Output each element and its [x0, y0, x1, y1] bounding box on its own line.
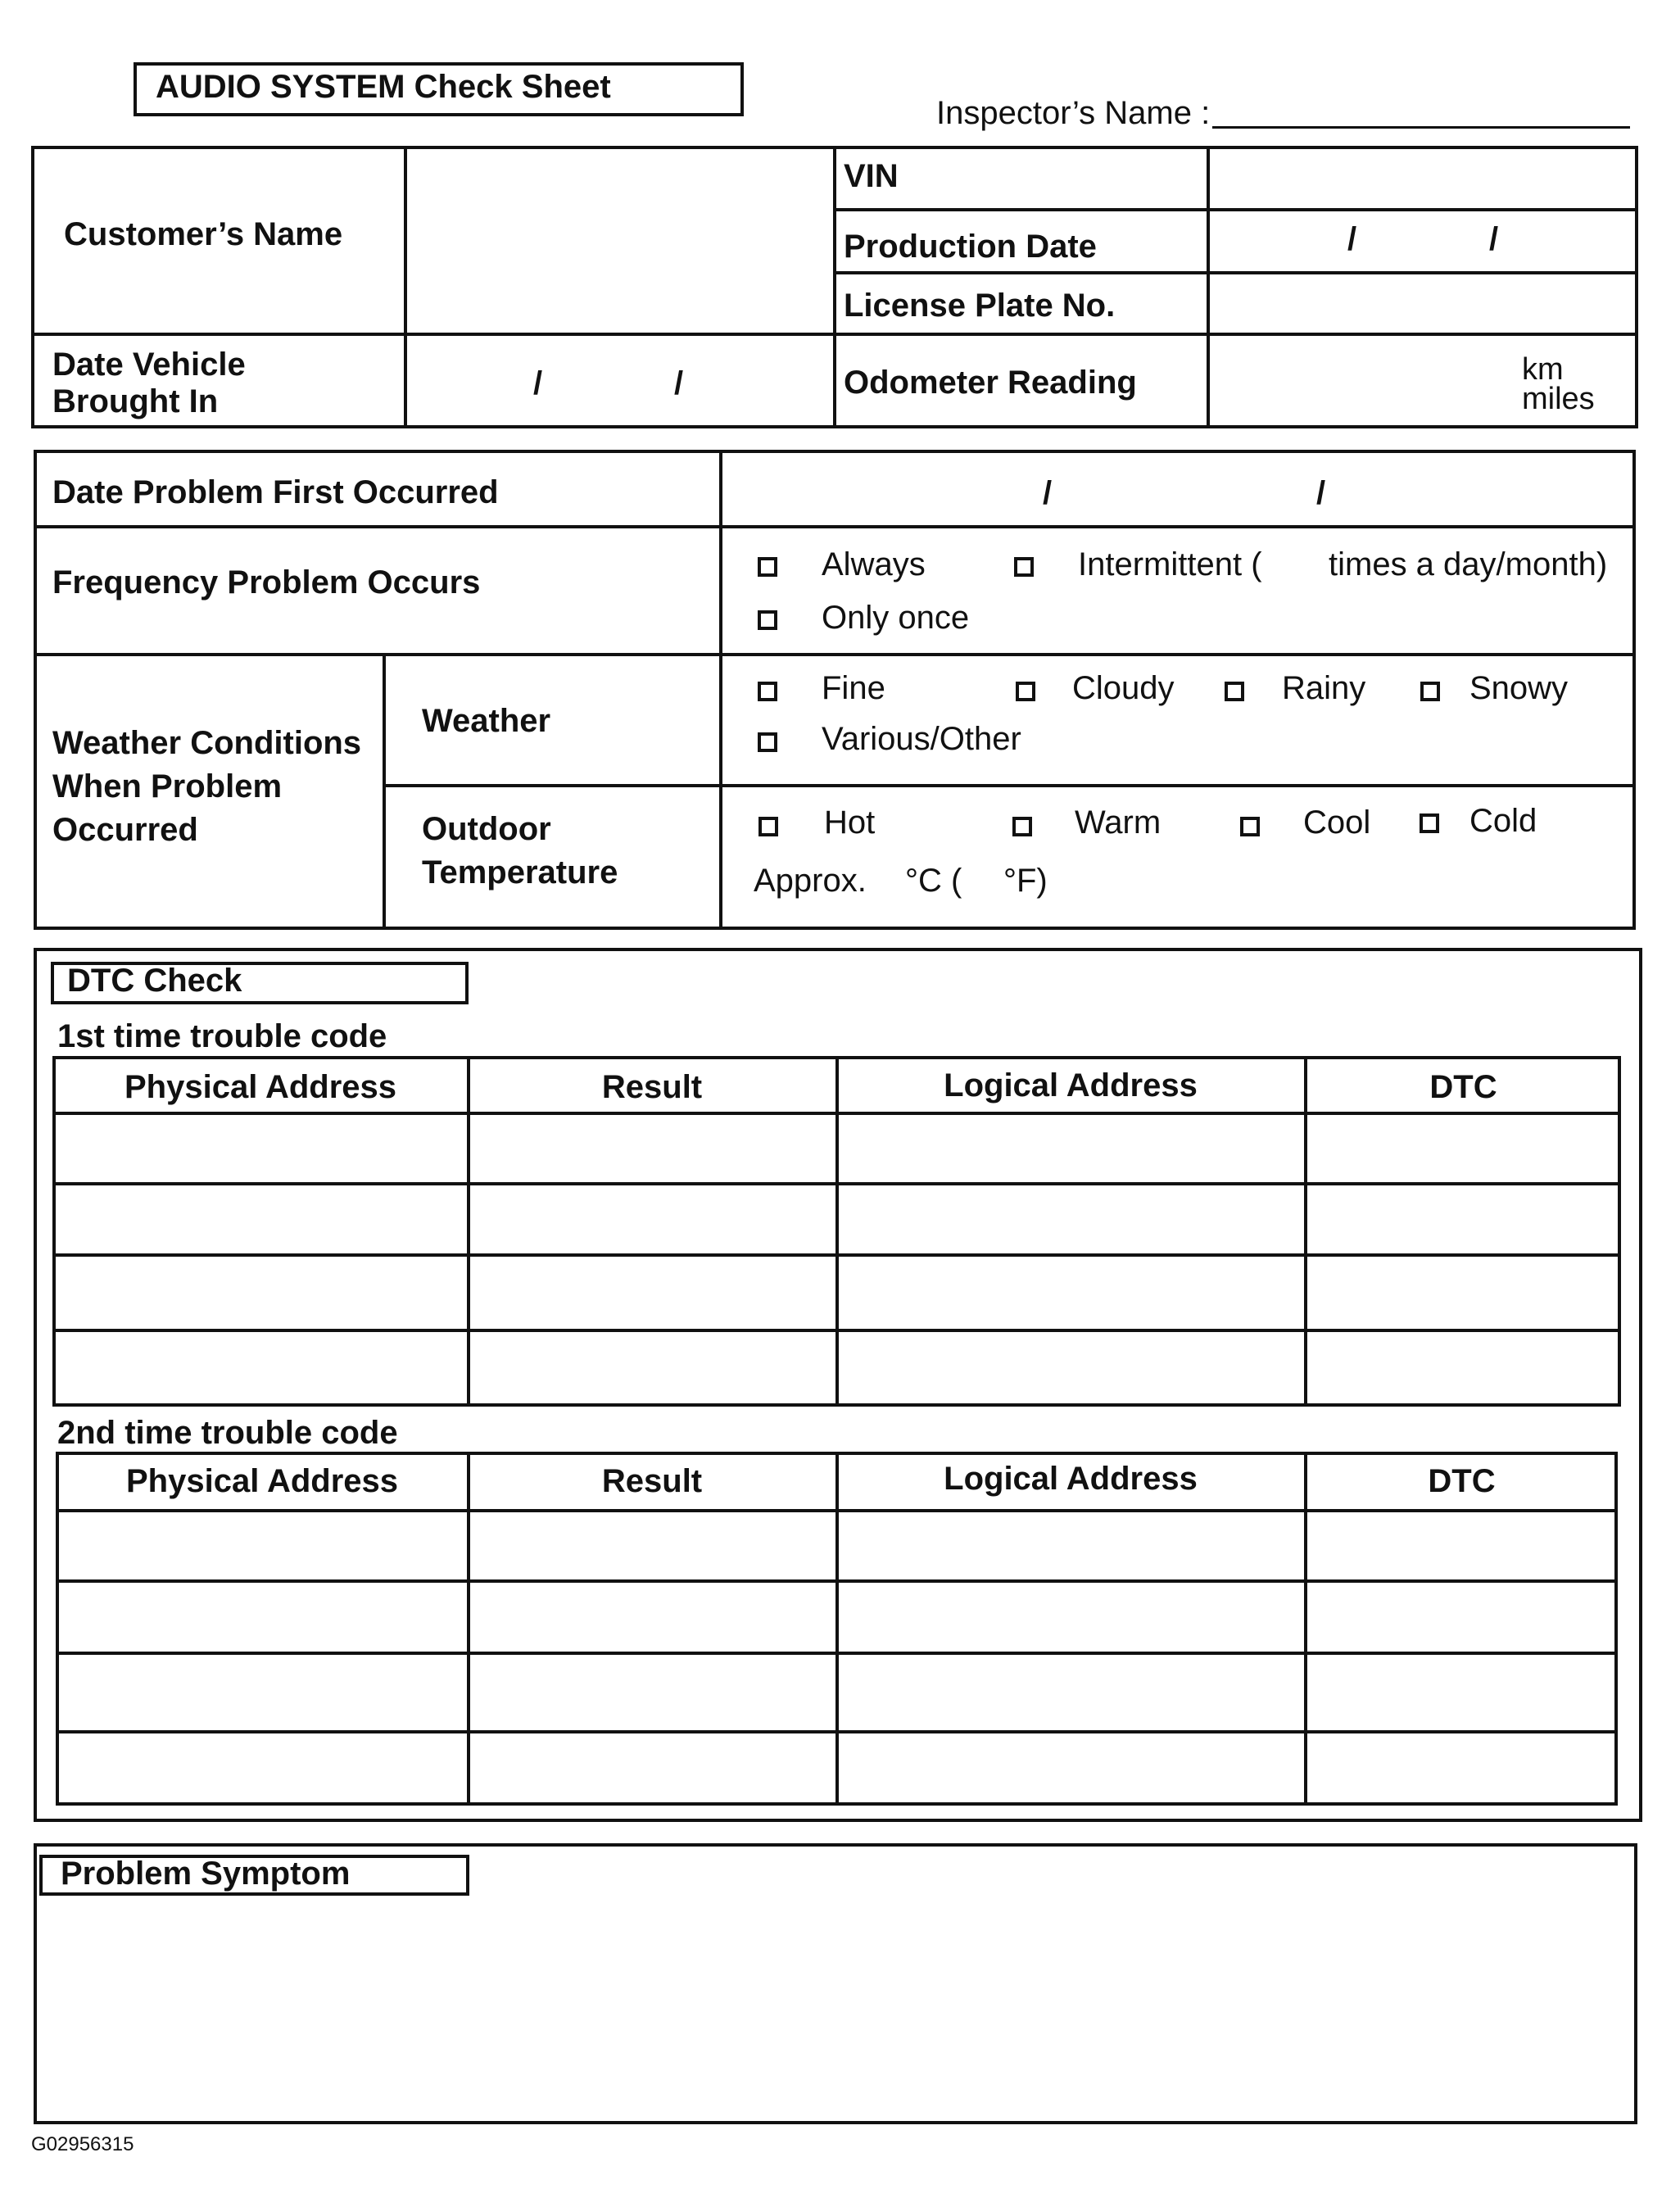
second-header-logical-address: Logical Address: [944, 1461, 1198, 1497]
weather-conditions-label-line3: Occurred: [52, 812, 198, 848]
divider: [833, 208, 1638, 211]
customer-name-field[interactable]: [407, 149, 830, 331]
intermittent-option-label: Intermittent (: [1078, 546, 1262, 582]
times-per-period-label: times a day/month): [1329, 546, 1608, 582]
divider: [835, 1452, 839, 1806]
cloudy-option-label: Cloudy: [1072, 670, 1175, 706]
date-first-occurred-label: Date Problem First Occurred: [52, 474, 499, 510]
first-header-dtc: DTC: [1429, 1069, 1497, 1105]
divider: [34, 525, 1636, 528]
intermittent-checkbox[interactable]: [1014, 557, 1034, 577]
cold-option-label: Cold: [1469, 803, 1537, 839]
inspector-name-label: Inspector’s Name :: [936, 95, 1211, 131]
date-first-occurred-slash-1: /: [1043, 475, 1053, 511]
divider: [34, 653, 1636, 656]
hot-option-label: Hot: [824, 804, 876, 841]
snowy-option-label: Snowy: [1469, 670, 1569, 706]
date-brought-in-label-line1: Date Vehicle: [52, 347, 246, 383]
license-plate-label: License Plate No.: [844, 288, 1116, 324]
deg-c-label: °C (: [905, 863, 962, 899]
warm-checkbox[interactable]: [1012, 817, 1032, 836]
cool-option-label: Cool: [1303, 804, 1371, 841]
date-brought-in-label-line2: Brought In: [52, 383, 219, 419]
hot-checkbox[interactable]: [758, 817, 778, 836]
second-header-physical-address: Physical Address: [125, 1463, 398, 1499]
vin-field[interactable]: [1210, 149, 1635, 206]
production-date-slash-1: /: [1347, 221, 1357, 257]
license-plate-field[interactable]: [1210, 274, 1635, 332]
cold-checkbox[interactable]: [1420, 813, 1439, 833]
approx-label: Approx.: [754, 863, 867, 899]
divider: [1304, 1056, 1307, 1407]
various-other-option-label: Various/Other: [822, 721, 1021, 757]
outdoor-temp-label-line2: Temperature: [422, 854, 618, 891]
divider: [383, 784, 1636, 787]
divider: [467, 1056, 470, 1407]
always-checkbox[interactable]: [758, 557, 777, 577]
divider: [835, 1056, 839, 1407]
snowy-checkbox[interactable]: [1420, 682, 1440, 701]
always-option-label: Always: [822, 546, 926, 582]
frequency-label: Frequency Problem Occurs: [52, 564, 481, 600]
problem-symptom-title: Problem Symptom: [61, 1856, 351, 1892]
first-header-result: Result: [601, 1069, 703, 1105]
date-first-occurred-slash-2: /: [1316, 475, 1326, 511]
date-brought-in-slash-2: /: [674, 365, 684, 401]
cool-checkbox[interactable]: [1240, 817, 1260, 836]
production-date-slash-2: /: [1489, 221, 1499, 257]
sheet-title: AUDIO SYSTEM Check Sheet: [156, 69, 611, 105]
inspector-name-field[interactable]: [1212, 126, 1630, 129]
first-header-physical-address: Physical Address: [124, 1069, 396, 1105]
odometer-unit-km: km: [1522, 352, 1564, 387]
divider: [1304, 1452, 1307, 1806]
only-once-checkbox[interactable]: [758, 610, 777, 630]
fine-checkbox[interactable]: [758, 682, 777, 701]
rainy-option-label: Rainy: [1282, 670, 1366, 706]
various-other-checkbox[interactable]: [758, 732, 777, 752]
deg-f-label: °F): [1003, 863, 1048, 899]
customer-name-label: Customer’s Name: [64, 216, 343, 252]
divider: [383, 653, 386, 930]
first-header-logical-address: Logical Address: [944, 1067, 1198, 1104]
weather-conditions-label-line1: Weather Conditions: [52, 725, 362, 761]
odometer-label: Odometer Reading: [844, 365, 1137, 401]
only-once-option-label: Only once: [822, 600, 970, 636]
warm-option-label: Warm: [1075, 804, 1162, 841]
dtc-check-title: DTC Check: [67, 963, 242, 999]
fine-option-label: Fine: [822, 670, 885, 706]
divider: [467, 1452, 470, 1806]
divider: [833, 146, 836, 428]
divider: [719, 450, 722, 930]
cloudy-checkbox[interactable]: [1016, 682, 1035, 701]
second-header-result: Result: [601, 1463, 703, 1499]
second-trouble-code-label: 2nd time trouble code: [57, 1415, 398, 1451]
outdoor-temp-label-line1: Outdoor: [422, 811, 551, 847]
weather-conditions-label-line2: When Problem: [52, 768, 283, 804]
second-header-dtc: DTC: [1428, 1463, 1496, 1499]
rainy-checkbox[interactable]: [1225, 682, 1244, 701]
problem-symptom-field[interactable]: [39, 1901, 1632, 2119]
production-date-label: Production Date: [844, 229, 1097, 265]
date-brought-in-slash-1: /: [533, 365, 543, 401]
figure-code: G02956315: [31, 2133, 134, 2155]
vin-label: VIN: [844, 158, 899, 194]
first-trouble-code-label: 1st time trouble code: [57, 1018, 387, 1054]
weather-label: Weather: [422, 703, 551, 739]
odometer-unit-miles: miles: [1522, 382, 1595, 416]
